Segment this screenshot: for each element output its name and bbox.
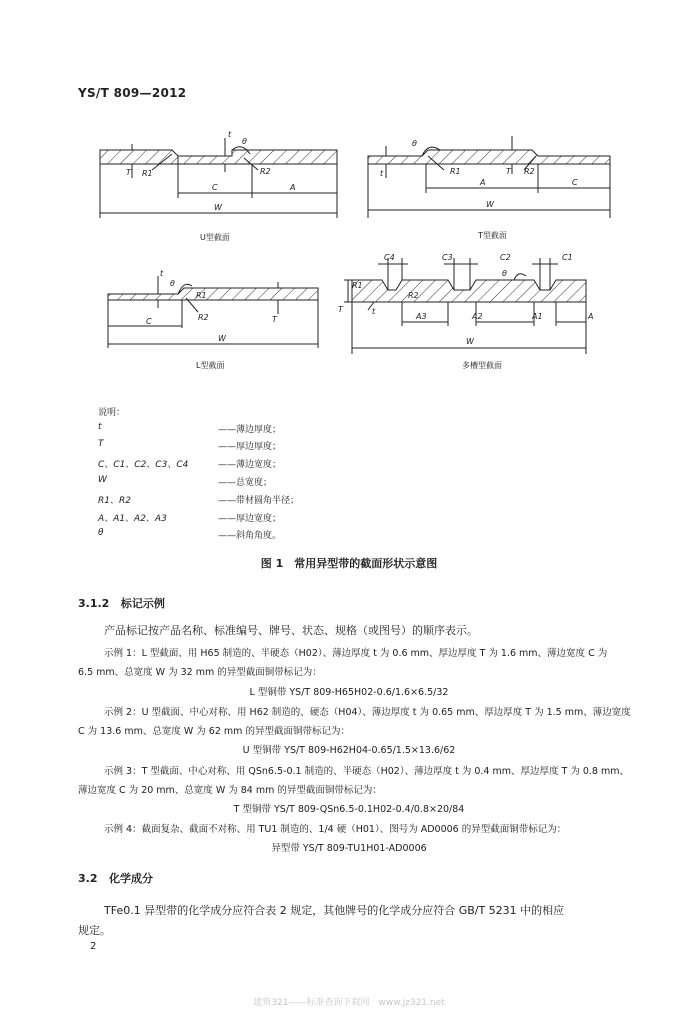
label-theta: θ [412, 139, 417, 148]
label-t: t [380, 169, 384, 178]
example-1-line-1: 示例 1：L 型截面、用 H65 制造的、半硬态（H02）、薄边厚度 t 为 0.6 mm、厚边厚度 T 为 1.6 mm、薄边宽度 C 为 [104, 648, 608, 659]
label-w: W [218, 334, 226, 343]
u-section-caption: U型截面 [200, 233, 230, 242]
label-a: A [480, 178, 486, 187]
watermark-text: 建筑321——标准查询下载网 www.jz321.net [253, 998, 445, 1008]
label-a1: A1 [532, 312, 543, 321]
example-1-line-2: 6.5 mm、总宽度 W 为 32 mm 的异型截面铜带标记为： [78, 667, 322, 678]
label-c: C [212, 183, 218, 192]
label-a: A [588, 312, 594, 321]
label-c1: C1 [562, 253, 573, 262]
label-T: T [126, 168, 131, 177]
example-3-line-2: 薄边宽度 C 为 20 mm、总宽度 W 为 84 mm 的异型截面铜带标记为： [78, 785, 382, 796]
legend-item: A、A1、A2、A3 ——厚边宽度； [98, 514, 282, 524]
label-w: W [214, 203, 222, 212]
t-section-diagram [360, 128, 620, 243]
label-r2: R2 [198, 313, 209, 322]
section-312-heading: 3.1.2 标记示例 [78, 597, 165, 610]
example-4-line-1: 示例 4：截面复杂、截面不对称、用 TU1 制造的、1/4 硬（H01）、图号为 AD0006 的异型截面铜带标记为： [104, 824, 567, 835]
label-t: t [160, 269, 164, 278]
multi-groove-section-caption: 多槽型截面 [462, 361, 502, 370]
legend-item: R1、R2 ——带材圆角半径； [98, 496, 300, 506]
label-t: t [372, 307, 376, 316]
label-a: A [290, 183, 296, 192]
legend-item: t ——薄边厚度； [98, 422, 282, 435]
example-1-mark: L 型铜带 YS/T 809-H65H02-0.6/1.6×6.5/32 [249, 687, 449, 698]
label-r2: R2 [260, 167, 271, 176]
label-r2: R2 [408, 291, 419, 300]
t-section-caption: T型截面 [478, 231, 507, 240]
legend-item: C、C1、C2、C3、C4 ——薄边宽度； [98, 460, 282, 470]
label-r1: R1 [352, 281, 363, 290]
section-32-line-2: 规定。 [78, 924, 111, 937]
label-r1: R1 [196, 291, 207, 300]
example-2-line-2: C 为 13.6 mm、总宽度 W 为 62 mm 的异型截面铜带标记为： [78, 726, 350, 737]
page-number: 2 [90, 941, 97, 952]
section-32-line-1: TFe0.1 异型带的化学成分应符合表 2 规定，其他牌号的化学成分应符合 GB/T 5231 中的相应 [104, 904, 565, 917]
label-theta: θ [170, 279, 175, 288]
u-section-diagram [92, 128, 352, 243]
multi-groove-section-diagram [338, 250, 618, 372]
label-a3: A3 [416, 312, 427, 321]
standard-number: YS/T 809—2012 [78, 86, 187, 100]
label-r1: R1 [142, 169, 153, 178]
label-theta: θ [502, 269, 507, 278]
legend-heading: 说明： [98, 408, 126, 418]
label-theta: θ [242, 137, 247, 146]
legend-item: T ——厚边厚度； [98, 439, 282, 452]
section-32-heading: 3.2 化学成分 [78, 872, 153, 885]
example-2-mark: U 型铜带 YS/T 809-H62H04-0.65/1.5×13.6/62 [242, 745, 456, 756]
example-3-mark: T 型铜带 YS/T 809-QSn6.5-0.1H02-0.4/0.8×20/84 [233, 804, 465, 815]
legend-item: W ——总宽度； [98, 475, 273, 488]
label-r1: R1 [450, 167, 461, 176]
label-a2: A2 [472, 312, 483, 321]
label-T: T [338, 305, 343, 314]
label-c3: C3 [442, 253, 453, 262]
label-T: T [506, 167, 511, 176]
label-c: C [146, 317, 152, 326]
label-c2: C2 [500, 253, 511, 262]
example-2-line-1: 示例 2：U 型截面、中心对称、用 H62 制造的、硬态（H04）、薄边厚度 t 为 0.65 mm、厚边厚度 T 为 1.5 mm、薄边宽度 [104, 707, 631, 718]
l-section-diagram [98, 268, 338, 373]
label-t: t [228, 130, 232, 139]
label-T: T [272, 315, 277, 324]
legend-item: θ ——斜角角度。 [98, 528, 282, 541]
label-c: C [572, 178, 578, 187]
label-w: W [466, 337, 474, 346]
label-w: W [486, 200, 494, 209]
label-r2: R2 [524, 167, 535, 176]
example-3-line-1: 示例 3：T 型截面、中心对称、用 QSn6.5-0.1 制造的、半硬态（H02）、薄边厚度 t 为 0.4 mm、厚边厚度 T 为 0.8 mm、 [104, 766, 630, 777]
section-312-intro: 产品标记按产品名称、标准编号、牌号、状态、规格（或图号）的顺序表示。 [104, 624, 478, 637]
figure-title: 图 1 常用异型带的截面形状示意图 [260, 557, 438, 570]
l-section-caption: L型截面 [196, 361, 225, 370]
label-c4: C4 [384, 253, 395, 262]
example-4-mark: 异型带 YS/T 809-TU1H01-AD0006 [271, 843, 427, 854]
